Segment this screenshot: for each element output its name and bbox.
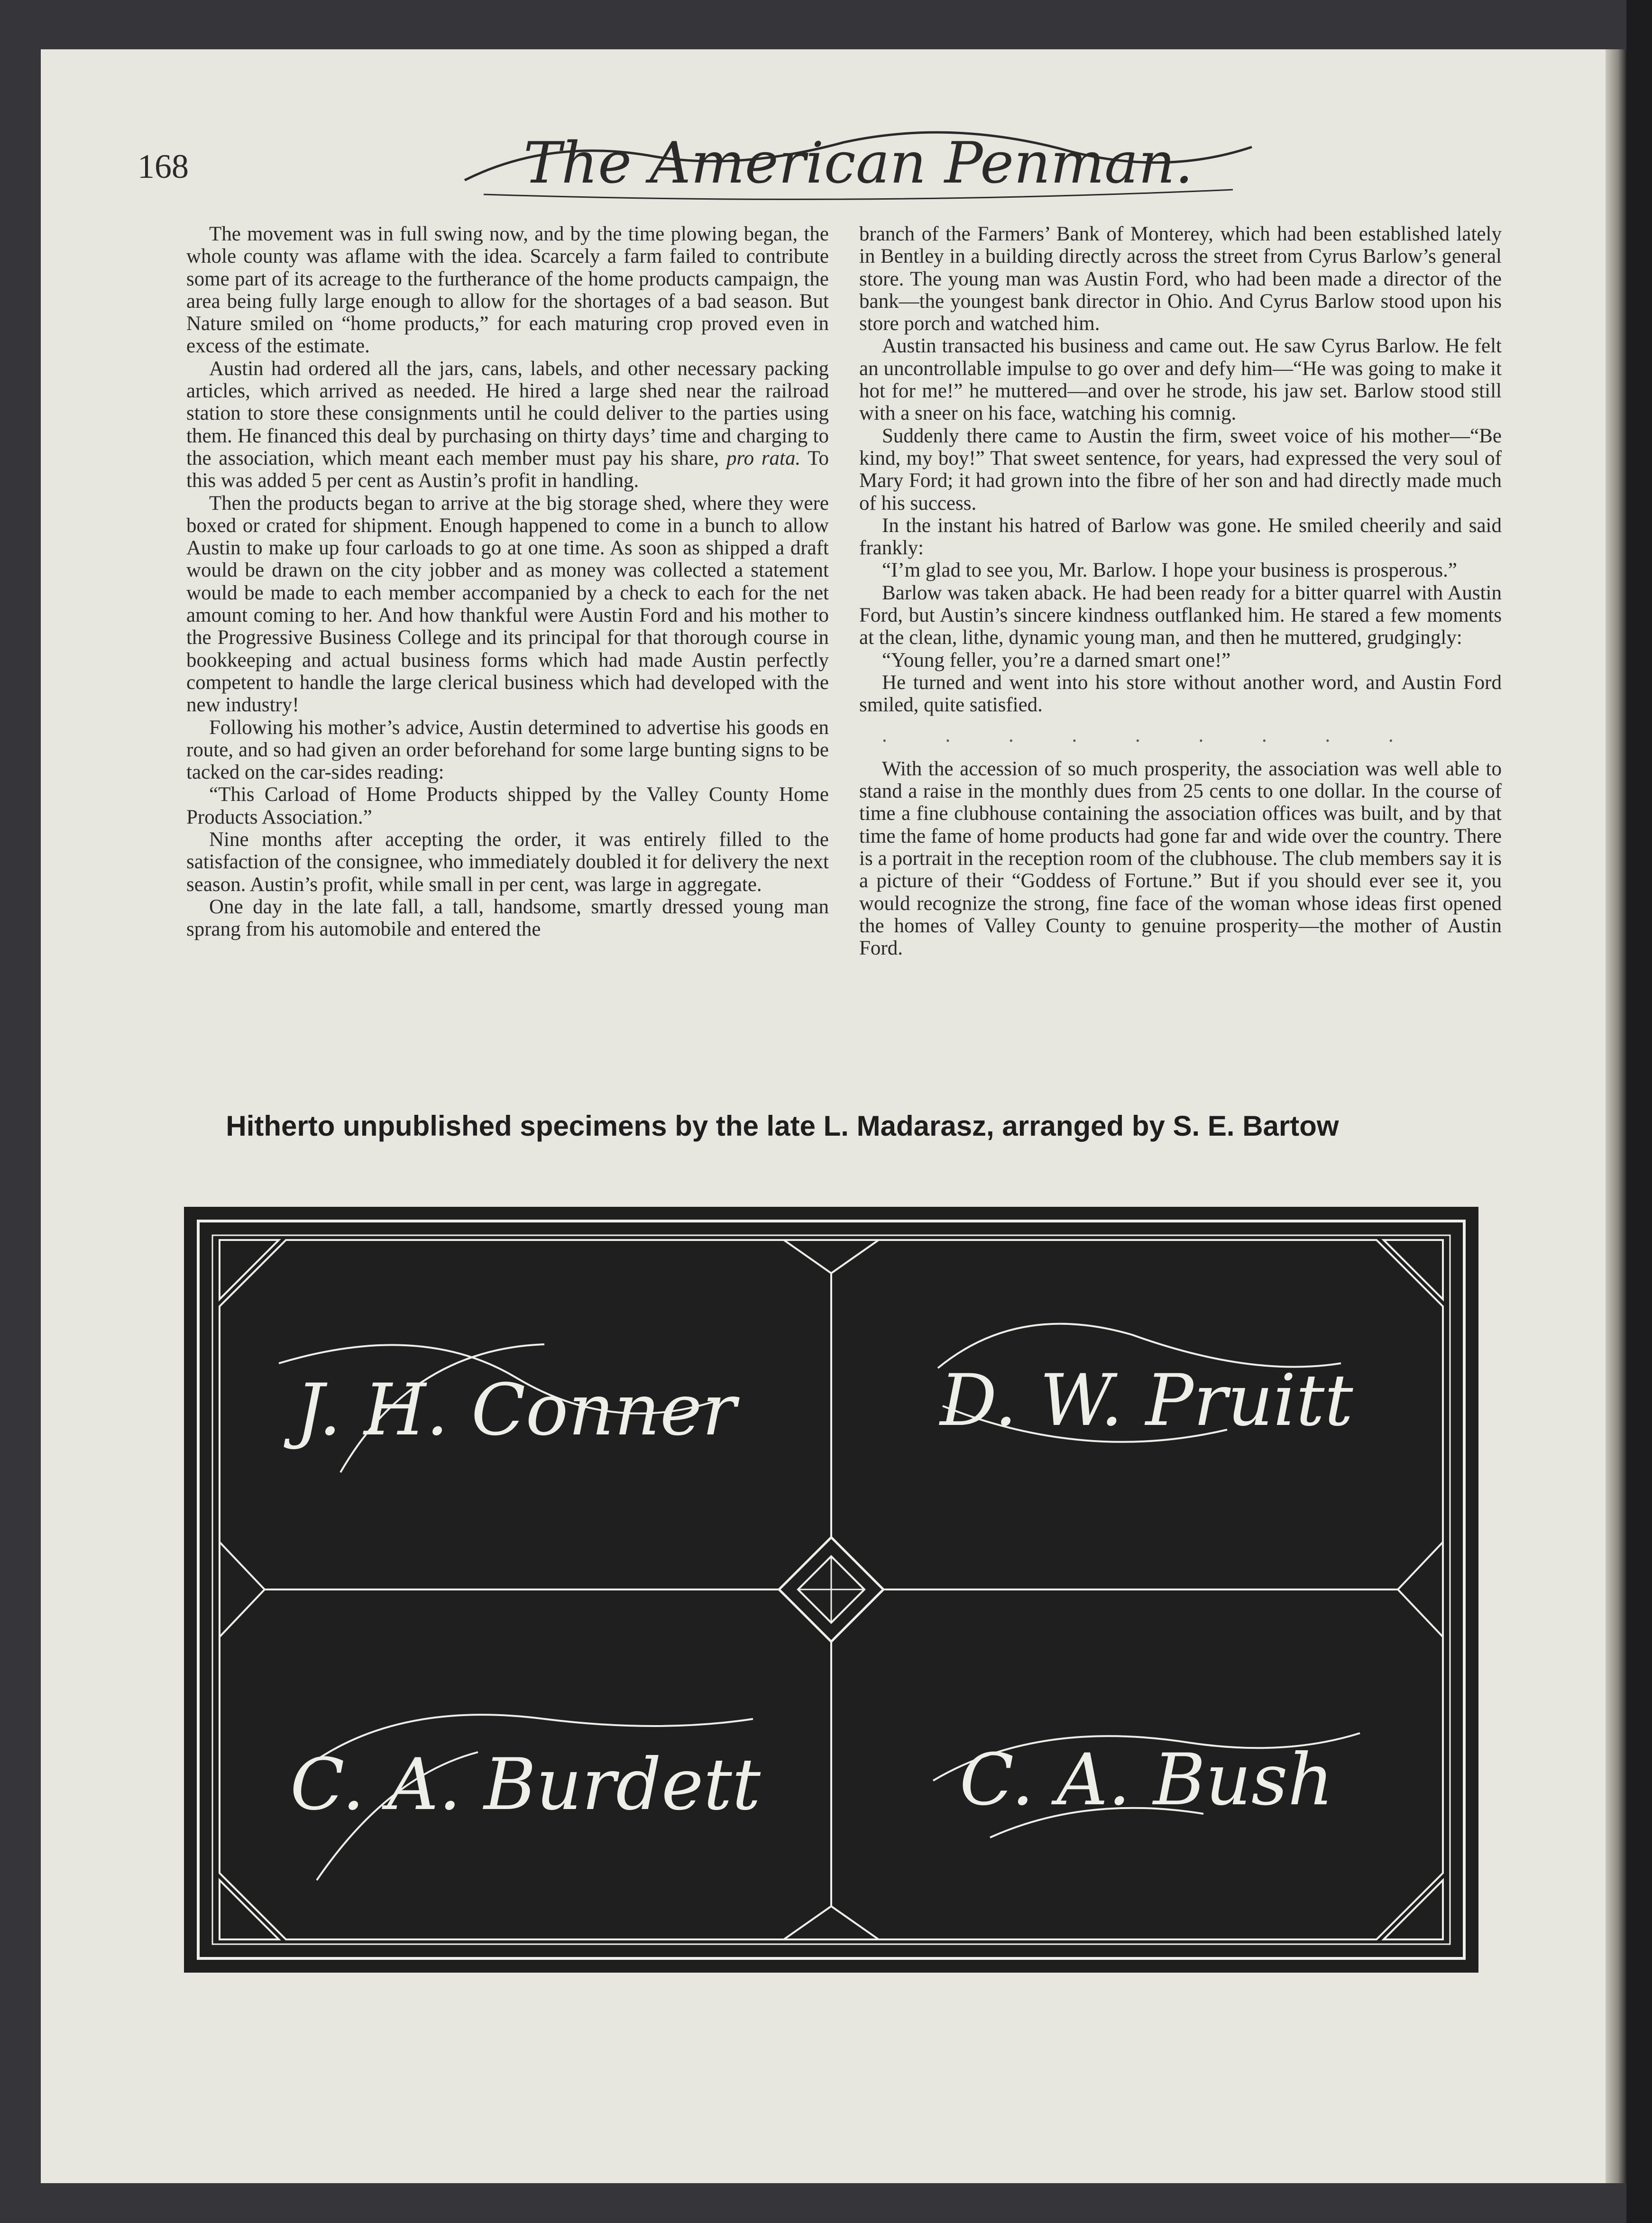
paragraph: The movement was in full swing now, and by the time plowing began, the whole county was aflame with the idea. Scarcely a farm failed to contribute some part of its acreage to the furtherance of the home products campaign, the area being fully large enough to allow for the shortages of a bad season. But Nature smiled on “home products,” for each maturing crop proved even in excess of the estimate. [186, 223, 829, 358]
paragraph: “I’m glad to see you, Mr. Barlow. I hope your business is prosperous.” [882, 559, 1457, 582]
paragraph: Then the products began to arrive at the big storage shed, where they were boxed or crated for shipment. Enough happened to come in a bunch to allow Austin to make up four carloads to go at one time. As soon as shipped a draft would be drawn on the city jobber and as money was collected a statement would be made to each member accompanied by a check to each for the net amount coming to her. And how thankful were Austin Ford and his mother to the Progressive Business College and its principal for that thorough course in bookkeeping and actual business forms which had made Austin perfectly competent to handle the large clerical business which had developed with the new industry! [186, 492, 829, 717]
paragraph: Barlow was taken aback. He had been ready for a bitter quarrel with Austin Ford, but Austin’s sincere kindness outflanked him. He stared a few moments at the clean, lithe, dynamic young man, and then he muttered, grudgingly: [859, 581, 1502, 649]
plate-caption: Hitherto unpublished specimens by the late L. Madarasz, arranged by S. E. Bartow [226, 1110, 1339, 1142]
paragraph: branch of the Farmers’ Bank of Monterey, which had been established lately in Bentley in a building directly across the street from Cyrus Barlow’s general store. The young man was Austin Ford, who had been made a director of the bank—the youngest bank director in Ohio. And Cyrus Barlow stood upon his store porch and watched him. [859, 223, 1502, 335]
signature-specimens-plate [184, 1207, 1478, 1973]
paragraph: One day in the late fall, a tall, handsome, smartly dressed young man sprang from his automobile and entered the [186, 895, 829, 941]
paragraph: “Young feller, you’re a darned smart one!” [882, 649, 1231, 671]
masthead-title: The American Penman. [523, 130, 1193, 196]
masthead-logo [455, 123, 1261, 209]
signature-bush: C. A. Bush [959, 1739, 1334, 1821]
paragraph: With the accession of so much prosperity, the association was well able to stand a raise in the monthly dues from 25 cents to one dollar. In the course of time a fine clubhouse containing the association offices was built, and by that time the fame of home products had gone far and wide over the country. There is a portrait in the reception room of the clubhouse. The club members say it is a picture of their “Goddess of Fortune.” But if you should ever see it, you would recognize the strong, fine face of the woman whose ideas first opened the homes of Valley County to genuine prosperity—the mother of Austin Ford. [859, 757, 1502, 960]
signature-pruitt: D. W. Pruitt [940, 1360, 1353, 1442]
section-break-dots: . . . . . . . . . [882, 724, 1420, 746]
paragraph: He turned and went into his store without another word, and Austin Ford smiled, quite satisfied. [859, 671, 1502, 717]
paragraph: In the instant his hatred of Barlow was gone. He smiled cheerily and said frankly: [859, 514, 1502, 560]
paragraph: “This Carload of Home Products shipped by the Valley County Home Products Association.” [186, 783, 829, 828]
paragraph: Nine months after accepting the order, it was entirely filled to the satisfaction of the consignee, who immediately doubled it for delivery the next season. Austin’s profit, while small in per cent, was large in aggregate. [186, 828, 829, 896]
paragraph: Austin transacted his business and came out. He saw Cyrus Barlow. He felt an uncontrollable impulse to go over and defy him—“He was going to make it hot for me!” he muttered—and over he strode, his jaw set. Barlow stood still with a sneer on his face, watching his comnig. [859, 335, 1502, 425]
paragraph: Austin had ordered all the jars, cans, labels, and other necessary packing articles, which arrived as needed. He hired a large shed near the railroad station to store these consignments until he could deliver to the parties using them. He financed this deal by purchasing on thirty days’ time and charging to the association, which meant each member must pay his share, pro rata. To this was added 5 per cent as Austin’s profit in handling. [186, 357, 829, 492]
paragraph: Suddenly there came to Austin the firm, sweet voice of his mother—“Be kind, my boy!” That sweet sentence, for years, had expressed the very soul of Mary Ford; it had grown into the fibre of her son and had directly made much of his success. [859, 424, 1502, 514]
article-left-column [186, 223, 829, 941]
signature-conner: J. H. Conner [295, 1369, 736, 1451]
paragraph: Following his mother’s advice, Austin determined to advertise his goods en route, and so had given an order beforehand for some large bunting signs to be tacked on the car-sides reading: [186, 716, 829, 784]
page-number: 168 [138, 147, 189, 185]
adjacent-page-edge [1626, 0, 1652, 2223]
article-right-column [859, 223, 1502, 960]
signature-burdett: C. A. Burdett [290, 1744, 761, 1826]
page-spine-shadow [1606, 49, 1626, 2183]
